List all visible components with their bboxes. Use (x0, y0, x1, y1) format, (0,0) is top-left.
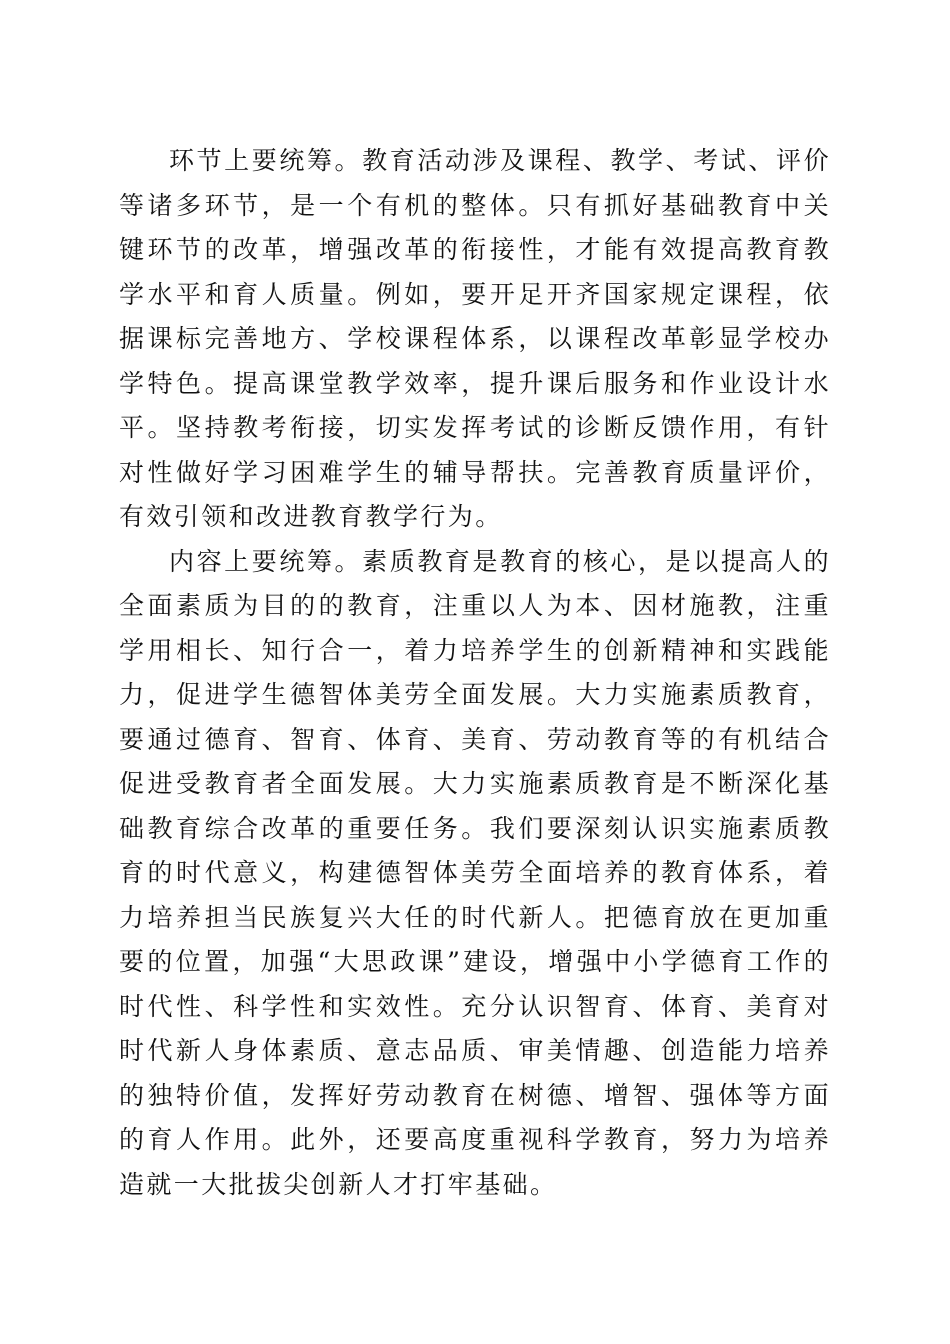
document-body (119, 139, 831, 1207)
paragraph-coordination-links: 环节上要统筹。教育活动涉及课程、教学、考试、评价等诸多环节，是一个有机的整体。只有抓好基础教育中关键环节的改革，增强改革的衔接性，才能有效提高教育教学水平和育人质量。例如，要开足开齐国家规定课程，依据课标完善地方、学校课程体系，以课程改革彰显学校办学特色。提高课堂教学效率，提升课后服务和作业设计水平。坚持教考衔接，切实发挥考试的诊断反馈作用，有针对性做好学习困难学生的辅导帮扶。完善教育质量评价，有效引领和改进教育教学行为。 (119, 146, 831, 531)
paragraph-coordination-content: 内容上要统筹。素质教育是教育的核心，是以提高人的全面素质为目的的教育，注重以人为本、因材施教，注重学用相长、知行合一，着力培养学生的创新精神和实践能力，促进学生德智体美劳全面发展。大力实施素质教育，要通过德育、智育、体育、美育、劳动教育等的有机结合促进受教育者全面发展。大力实施素质教育是不断深化基础教育综合改革的重要任务。我们要深刻认识实施素质教育的时代意义，构建德智体美劳全面培养的教育体系，着力培养担当民族复兴大任的时代新人。把德育放在更加重要的位置，加强“大思政课”建设，增强中小学德育工作的时代性、科学性和实效性。充分认识智育、体育、美育对时代新人身体素质、意志品质、审美情趣、创造能力培养的独特价值，发挥好劳动教育在树德、增智、强体等方面的育人作用。此外，还要高度重视科学教育，努力为培养造就一大批拔尖创新人才打牢基础。 (119, 546, 831, 1199)
